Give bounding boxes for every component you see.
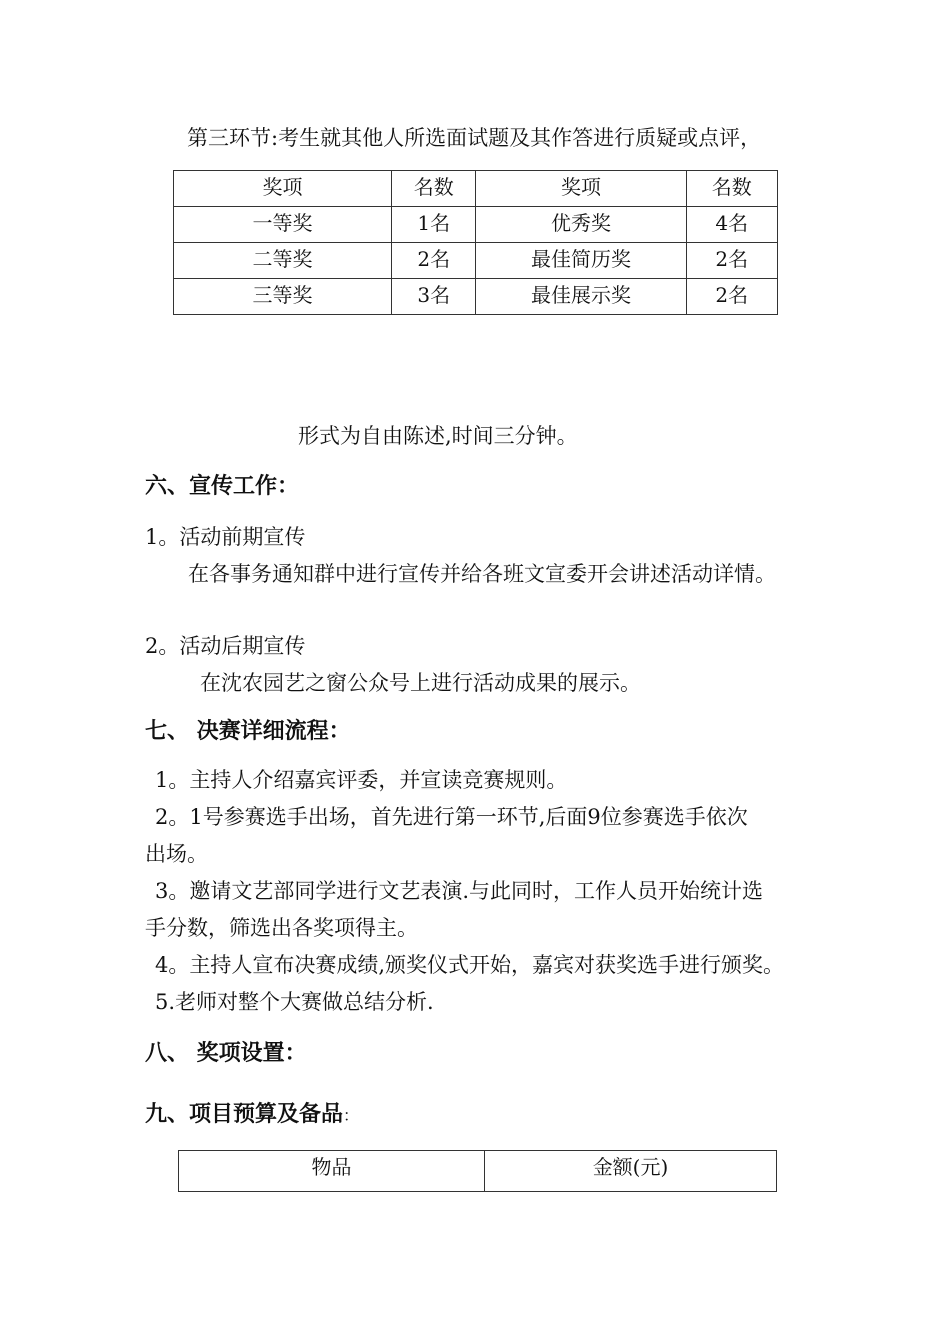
table-cell: 2名 <box>686 279 777 315</box>
header-cell: 名数 <box>392 171 476 207</box>
section6-title: 六、宣传工作： <box>145 473 300 499</box>
table-cell: 4名 <box>686 207 777 243</box>
table-header-row <box>174 171 778 207</box>
table-cell: 2名 <box>686 243 777 279</box>
process-step: 5.老师对整个大赛做总结分析. <box>155 990 434 1014</box>
section8-title: 八、 奖项设置： <box>145 1040 307 1066</box>
header-cell: 金额(元) <box>485 1151 777 1192</box>
section6-item1-title: 1。活动前期宣传 <box>145 525 306 549</box>
table-row <box>174 279 778 315</box>
section6-item1-text: 在各事务通知群中进行宣传并给各班文宣委开会讲述活动详情。 <box>188 562 776 586</box>
process-step: 出场。 <box>145 842 208 866</box>
budget-table <box>178 1150 777 1192</box>
table-row <box>174 243 778 279</box>
process-step: 3。邀请文艺部同学进行文艺表演.与此同时，工作人员开始统计选 <box>155 879 764 903</box>
table-cell: 三等奖 <box>174 279 392 315</box>
section6-item2-text: 在沈农园艺之窗公众号上进行活动成果的展示。 <box>200 671 641 695</box>
section9-title-suffix: ： <box>343 1106 360 1125</box>
process-step: 1。主持人介绍嘉宾评委，并宣读竞赛规则。 <box>155 768 568 792</box>
section9-title-text: 九、项目预算及备品 <box>145 1101 344 1127</box>
format-line: 形式为自由陈述,时间三分钟。 <box>298 424 578 448</box>
table-cell: 最佳展示奖 <box>476 279 686 315</box>
awards-table <box>173 170 778 315</box>
header-cell: 奖项 <box>476 171 686 207</box>
section7-title: 七、 决赛详细流程： <box>145 718 351 744</box>
header-cell: 物品 <box>179 1151 485 1192</box>
table-cell: 最佳简历奖 <box>476 243 686 279</box>
table-cell: 二等奖 <box>174 243 392 279</box>
process-step: 手分数，筛选出各奖项得主。 <box>145 916 418 940</box>
section6-item2-title: 2。活动后期宣传 <box>145 634 306 658</box>
table-cell: 1名 <box>392 207 476 243</box>
table-header-row <box>179 1151 777 1192</box>
intro-line: 第三环节:考生就其他人所选面试题及其作答进行质疑或点评， <box>187 126 762 150</box>
table-cell: 3名 <box>392 279 476 315</box>
table-cell: 优秀奖 <box>476 207 686 243</box>
header-cell: 奖项 <box>174 171 392 207</box>
process-step: 2。1号参赛选手出场，首先进行第一环节,后面9位参赛选手依次 <box>155 805 748 829</box>
process-step: 4。主持人宣布决赛成绩,颁奖仪式开始，嘉宾对获奖选手进行颁奖。 <box>155 953 785 977</box>
header-cell: 名数 <box>686 171 777 207</box>
table-cell: 2名 <box>392 243 476 279</box>
section9-title <box>145 1099 359 1131</box>
table-row <box>174 207 778 243</box>
table-cell: 一等奖 <box>174 207 392 243</box>
